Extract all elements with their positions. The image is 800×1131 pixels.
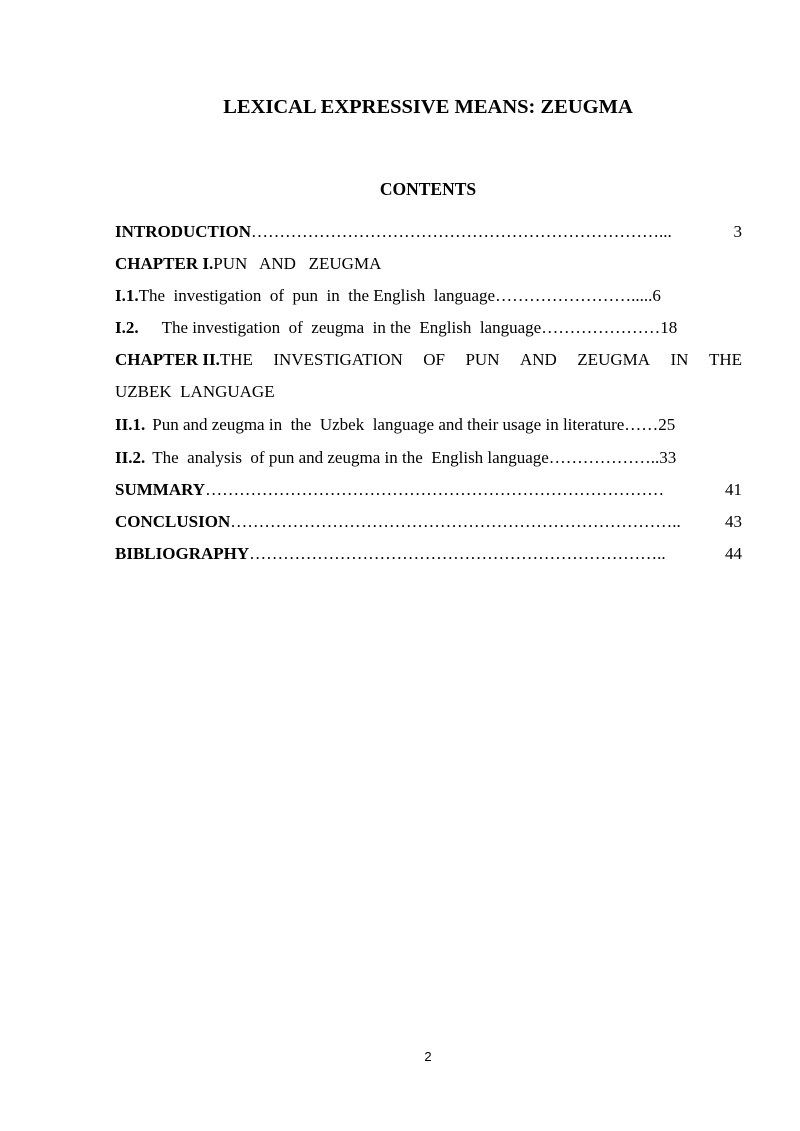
toc-leader: ……………….. [548, 448, 660, 467]
toc-chapter-2-first-word [115, 348, 253, 372]
toc-title: The investigation of pun in the English language [138, 286, 496, 305]
toc-page-number: 33 [659, 448, 677, 467]
toc-page-number: 3 [733, 222, 742, 241]
toc-title: The investigation of zeugma in the English language [161, 318, 542, 337]
toc-title: PUN AND ZEUGMA [213, 254, 382, 273]
toc-leader: ……………………..... [495, 286, 653, 305]
toc-entry-bibliography[interactable] [115, 542, 742, 566]
toc-entry-ii-1[interactable] [115, 413, 742, 437]
toc-page-number: 25 [658, 415, 676, 434]
contents-heading: CONTENTS [379, 179, 477, 199]
toc-label: CHAPTER I. [115, 254, 214, 273]
toc-page-number: 6 [652, 286, 661, 305]
page-number: 2 [424, 1049, 432, 1064]
toc-label: CHAPTER II. [115, 350, 220, 369]
toc-leader: ……………………………………………………………………… [205, 480, 665, 499]
toc-page-number: 44 [725, 544, 742, 563]
toc-leader: ……………………………………………………………….. [249, 544, 666, 563]
toc-page-number: 43 [725, 512, 742, 531]
toc-title: UZBEK LANGUAGE [115, 382, 275, 401]
toc-title: The analysis of pun and zeugma in the English language [152, 448, 549, 467]
toc-leader: …………………………………………………………………….. [230, 512, 681, 531]
toc-entry-chapter-2-continuation [115, 380, 742, 404]
toc-title-word: IN [670, 350, 689, 369]
toc-title-word: THE [708, 350, 742, 369]
toc-entry-chapter-1[interactable] [115, 252, 742, 276]
toc-title: Pun and zeugma in the Uzbek language and their usage in literature [152, 415, 625, 434]
toc-label: SUMMARY [115, 480, 206, 499]
toc-label: I.1. [115, 286, 139, 305]
toc-entry-i-2[interactable] [115, 316, 742, 340]
toc-page-number: 41 [725, 480, 742, 499]
toc-label: I.2. [115, 318, 139, 337]
toc-leader: …… [624, 415, 659, 434]
toc-leader: ………………… [541, 318, 661, 337]
toc-entry-ii-2[interactable] [115, 446, 742, 470]
toc-entry-conclusion[interactable] [115, 510, 742, 534]
toc-entry-i-1[interactable] [115, 284, 742, 308]
toc-label: CONCLUSION [115, 512, 231, 531]
toc-page-number: 18 [660, 318, 678, 337]
toc-entry-summary[interactable] [115, 478, 742, 502]
toc-title-word: PUN [465, 350, 500, 369]
toc-entry-introduction[interactable] [115, 220, 742, 244]
toc-title-word: ZEUGMA [577, 350, 651, 369]
toc-label: INTRODUCTION [115, 222, 252, 241]
toc-title-word: AND [519, 350, 557, 369]
toc-entry-chapter-2[interactable] [115, 348, 742, 372]
document-title: LEXICAL EXPRESSIVE MEANS: ZEUGMA [223, 96, 633, 118]
toc-title-word: INVESTIGATION [273, 350, 403, 369]
toc-title-word: THE [219, 350, 253, 369]
toc-label: BIBLIOGRAPHY [115, 544, 250, 563]
toc-label: II.1. [115, 415, 146, 434]
toc-label: II.2. [115, 448, 146, 467]
toc-title-word: OF [423, 350, 445, 369]
toc-leader: ………………………………………………………………... [251, 222, 672, 241]
